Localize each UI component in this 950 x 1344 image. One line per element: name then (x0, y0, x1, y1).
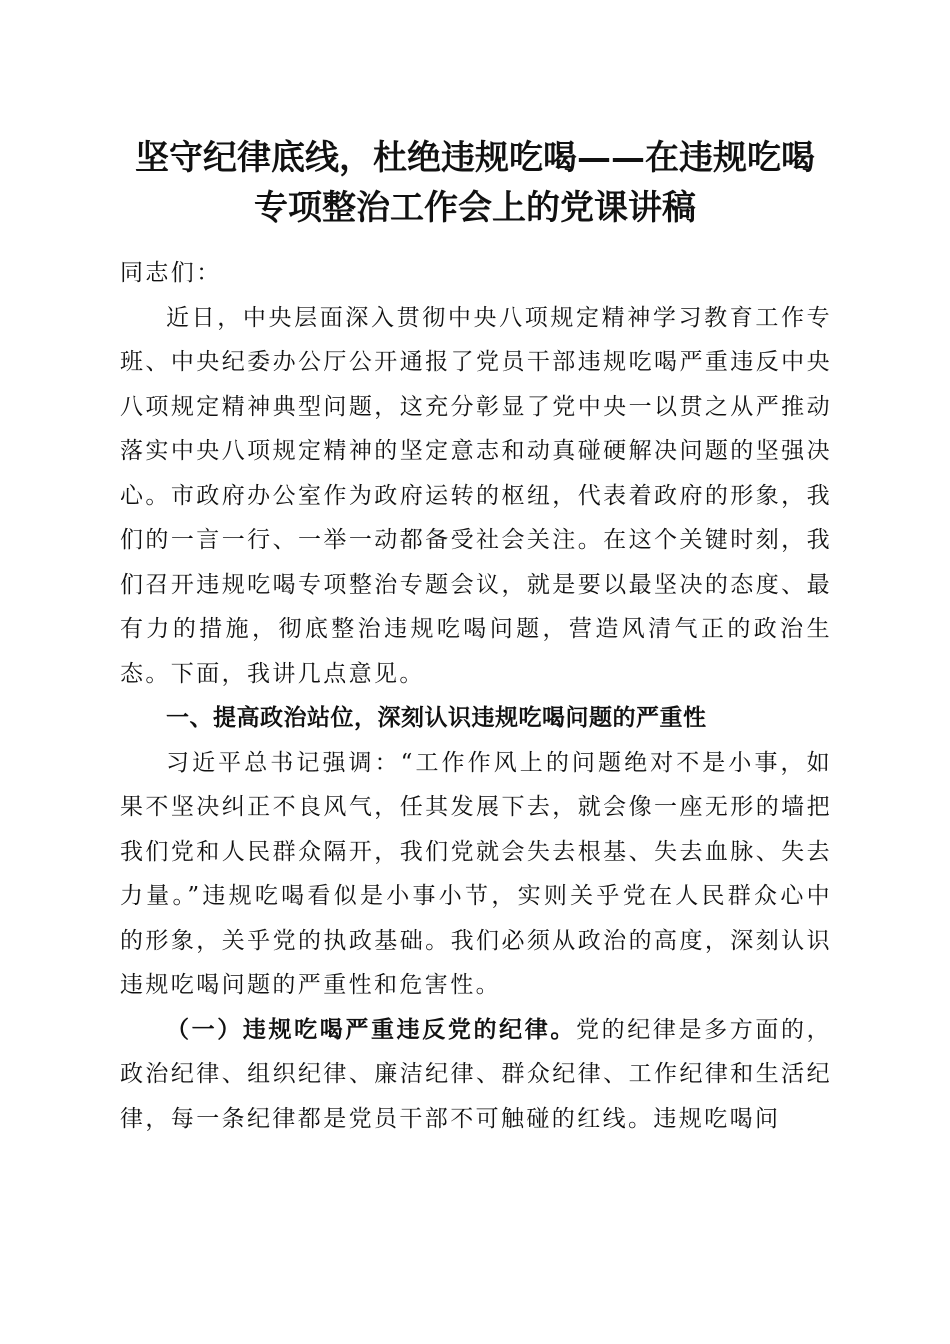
intro-paragraph: 近日，中央层面深入贯彻中央八项规定精神学习教育工作专班、中央纪委办公厅公开通报了党员干部违规吃喝严重违反中央八项规定精神典型问题，这充分彰显了党中央一以贯之从严推动落实中央八项规定精神的坚定意志和动真碰硬解决问题的坚强决心。市政府办公室作为政府运转的枢纽，代表着政府的形象，我们的一言一行、一举一动都备受社会关注。在这个关键时刻，我们召开违规吃喝专项整治专题会议，就是要以最坚决的态度、最有力的措施，彻底整治违规吃喝问题，营造风清气正的政治生态。下面，我讲几点意见。 (120, 304, 832, 687)
subsection-1-label: （一）违规吃喝严重违反党的纪律。 (166, 1015, 576, 1043)
subsection-1-paragraph (120, 1008, 832, 1142)
document-title (90, 133, 860, 233)
title-line-1: 坚守纪律底线，杜绝违规吃喝——在违规吃喝 (135, 138, 815, 178)
document-body (120, 251, 832, 1141)
section-1-heading: 一、提高政治站位，深刻认识违规吃喝问题的严重性 (166, 705, 707, 731)
title-line-2: 专项整治工作会上的党课讲稿 (254, 188, 696, 228)
salutation: 同志们： (120, 260, 222, 286)
subsection-1-text: 党的纪律是多方面的，政治纪律、组织纪律、廉洁纪律、群众纪律、工作纪律和生活纪律，每一条纪律都是党员干部不可触碰的红线。违规吃喝问 (120, 1016, 832, 1132)
section-1-paragraph: 习近平总书记强调：“工作作风上的问题绝对不是小事，如果不坚决纠正不良风气，任其发展下去，就会像一座无形的墙把我们党和人民群众隔开，我们党就会失去根基、失去血脉、失去力量。”违规吃喝看似是小事小节，实则关乎党在人民群众心中的形象，关乎党的执政基础。我们必须从政治的高度，深刻认识违规吃喝问题的严重性和危害性。 (120, 749, 832, 998)
